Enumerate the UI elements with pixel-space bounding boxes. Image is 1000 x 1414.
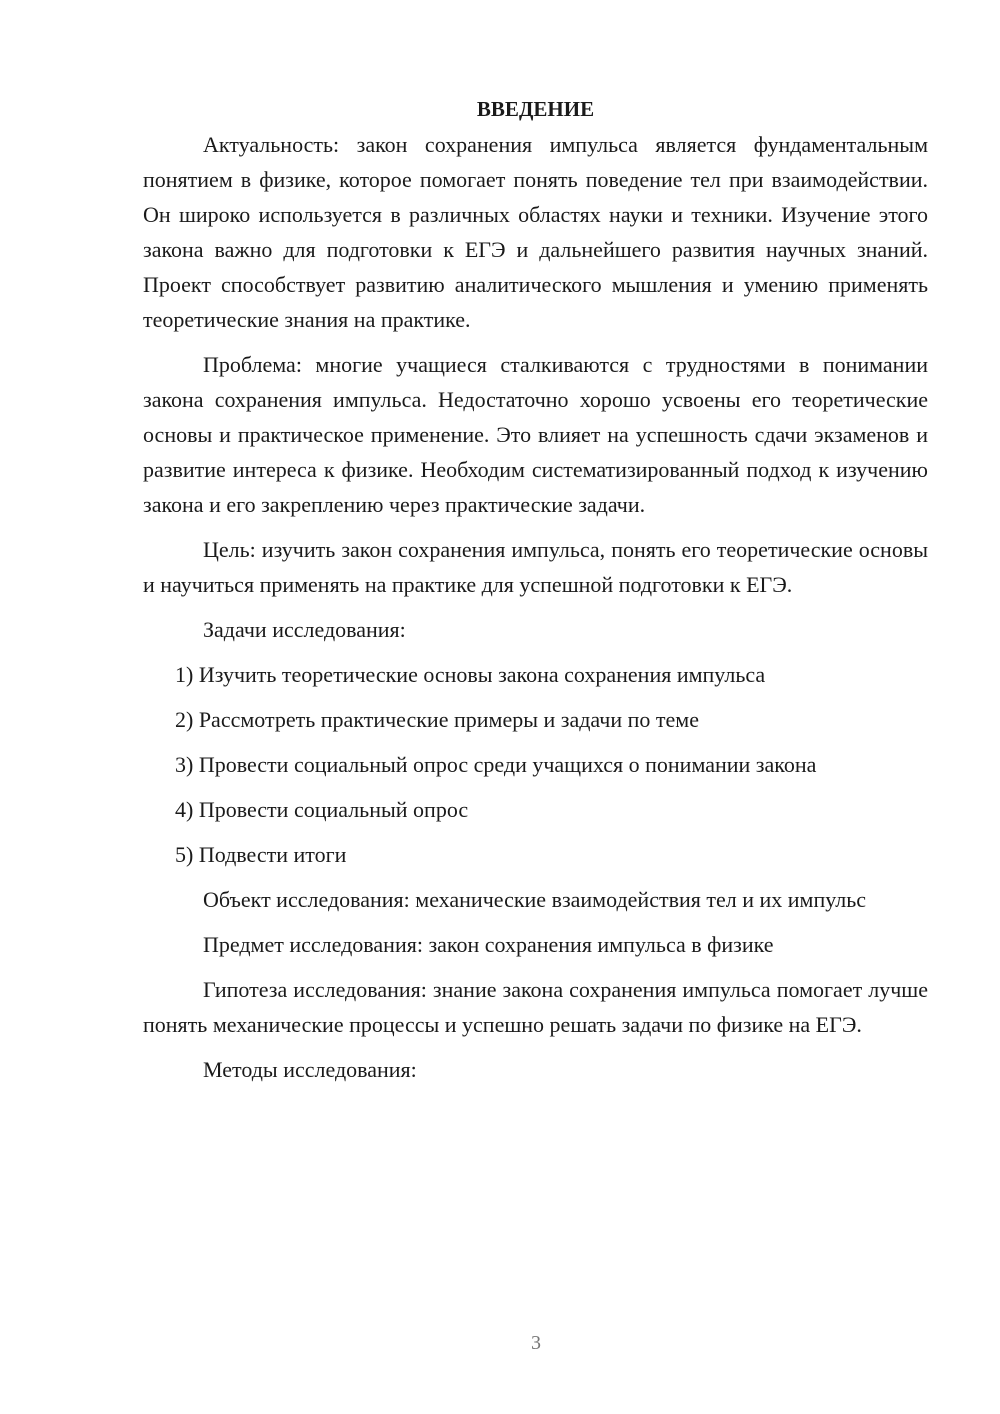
methods-heading: Методы исследования: (203, 1057, 417, 1082)
paragraph-goal: Цель: изучить закон сохранения импульса, понять его теоретические основы и научиться применять на практике для успешной подготовки к ЕГЭ. (143, 537, 928, 597)
list-item: 1) Изучить теоретические основы закона сохранения импульса (175, 662, 766, 687)
list-item: 4) Провести социальный опрос (175, 797, 469, 822)
document-page (143, 92, 928, 1097)
list-item: 5) Подвести итоги (175, 842, 347, 867)
tasks-heading: Задачи исследования: (203, 617, 406, 642)
paragraph-hypothesis: Гипотеза исследования: знание закона сохранения импульса помогает лучше понять механические процессы и успешно решать задачи по физике на ЕГЭ. (143, 977, 928, 1037)
page-number: 3 (531, 1332, 541, 1354)
list-item: 3) Провести социальный опрос среди учащихся о понимании закона (175, 752, 817, 777)
tasks-list (143, 657, 928, 872)
paragraph-subject: Предмет исследования: закон сохранения импульса в физике (203, 932, 774, 957)
paragraph-problem: Проблема: многие учащиеся сталкиваются с трудностями в понимании закона сохранения импульса. Недостаточно хорошо усвоены его теоретические основы и практическое применение. Это влияет на успешность сдачи экзаменов и развитие интереса к физике. Необходим систематизированный подход к изучению закона и его закреплению через практические задачи. (143, 352, 928, 517)
paragraph-object: Объект исследования: механические взаимодействия тел и их импульс (203, 887, 867, 912)
page-title: ВВЕДЕНИЕ (476, 97, 595, 121)
paragraph-relevance: Актуальность: закон сохранения импульса является фундаментальным понятием в физике, которое помогает понять поведение тел при взаимодействии. Он широко используется в различных областях науки и техники. Изучение этого закона важно для подготовки к ЕГЭ и дальнейшего развития научных знаний. Проект способствует развитию аналитического мышления и умению применять теоретические знания на практике. (143, 132, 928, 332)
list-item: 2) Рассмотреть практические примеры и задачи по теме (175, 707, 699, 732)
